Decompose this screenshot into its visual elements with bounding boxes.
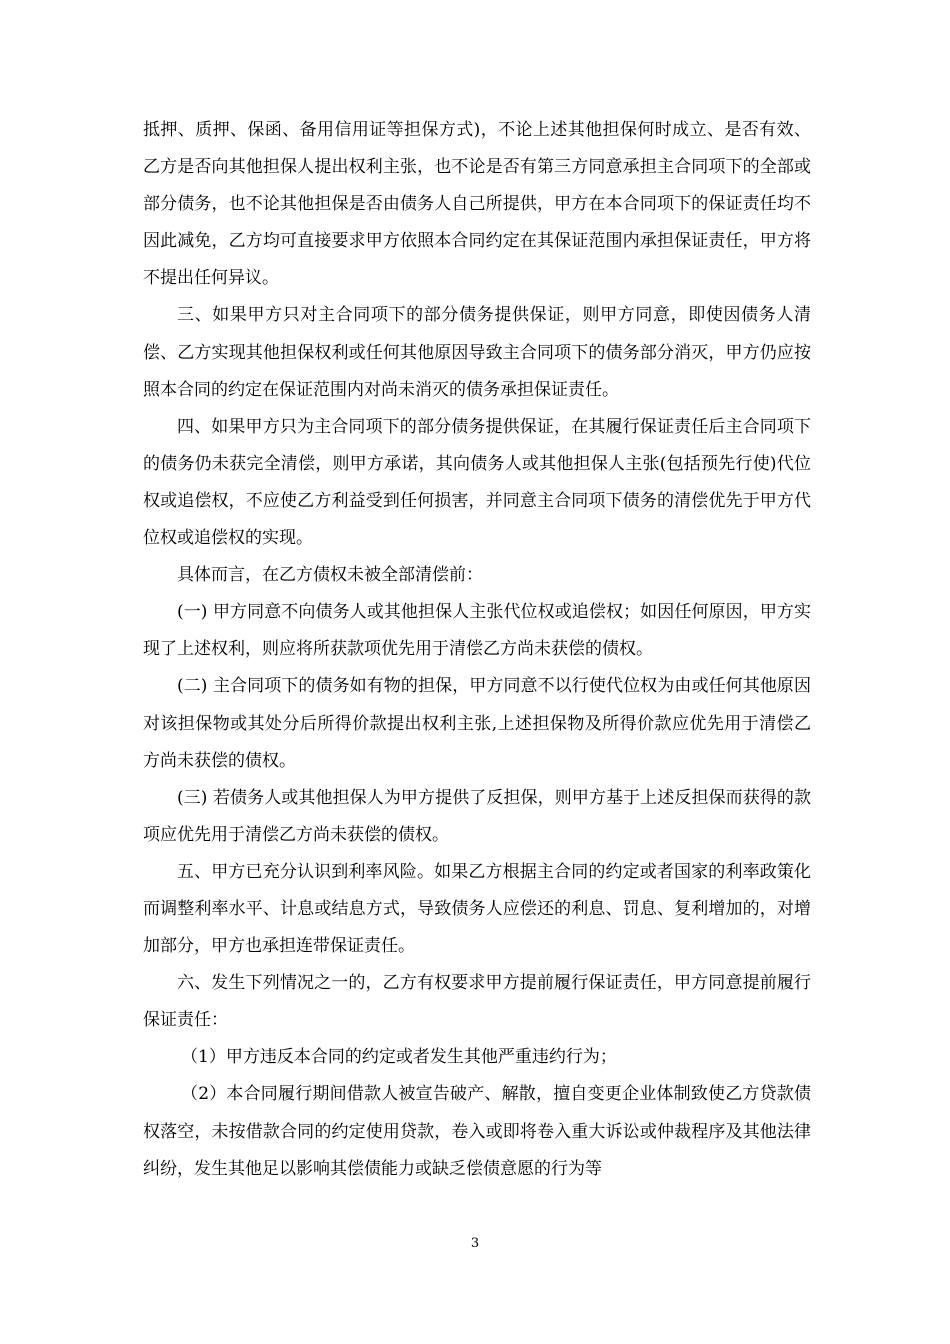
paragraph-sub-2: （2）本合同履行期间借款人被宣告破产、解散，擅自变更企业体制致使乙方贷款债权落空，未按借款合同的约定使用贷款，卷入或即将卷入重大诉讼或仲裁程序及其他法律纠纷，发生其他足以影响其偿债能力或缺乏偿债意愿的行为等 (143, 1084, 811, 1179)
paragraph-sub-1: （1）甲方违反本合同的约定或者发生其他严重违约行为； (181, 1047, 617, 1068)
paragraph-item-1: (一) 甲方同意不向债务人或其他担保人主张代位权或追偿权；如因任何原因，甲方实现了上述权利，则应将所获款项优先用于清偿乙方尚未获偿的债权。 (143, 602, 811, 660)
paragraph-clause-4: 四、如果甲方只为主合同项下的部分债务提供保证，在其履行保证责任后主合同项下的债务仍未获完全清偿，则甲方承诺，其向债务人或其他担保人主张(包括预先行使)代位权或追偿权，不应使乙方利益受到任何损害，并同意主合同项下债务的清偿优先于甲方代位权或追偿权的实现。 (143, 416, 811, 549)
paragraph-item-3: (三) 若债务人或其他担保人为甲方提供了反担保，则甲方基于上述反担保而获得的款项应优先用于清偿乙方尚未获偿的债权。 (143, 787, 811, 845)
paragraph-continued: 抵押、质押、保函、备用信用证等担保方式)，不论上述其他担保何时成立、是否有效、乙方是否向其他担保人提出权利主张，也不论是否有第三方同意承担主合同项下的全部或部分债务，也不论其他担保是否由债务人自己所提供，甲方在本合同项下的保证责任均不因此减免，乙方均可直接要求甲方依照本合同约定在其保证范围内承担保证责任，甲方将不提出任何异议。 (143, 120, 811, 289)
contract-body (143, 112, 811, 1188)
paragraph-item-2: (二) 主合同项下的债务如有物的担保，甲方同意不以行使代位权为由或任何其他原因对该担保物或其处分后所得价款提出权利主张,上述担保物及所得价款应优先用于清偿乙方尚未获偿的债权。 (143, 676, 811, 771)
paragraph-clause-6: 六、发生下列情况之一的，乙方有权要求甲方提前履行保证责任，甲方同意提前履行保证责任： (143, 973, 811, 1031)
paragraph-clause-3: 三、如果甲方只对主合同项下的部分债务提供保证，则甲方同意，即使因债务人清偿、乙方实现其他担保权利或任何其他原因导致主合同项下的债务部分消灭，甲方仍应按照本合同的约定在保证范围内对尚未消灭的债务承担保证责任。 (143, 305, 811, 400)
page-number: 3 (470, 1236, 480, 1251)
paragraph-specifics-intro: 具体而言，在乙方债权未被全部清偿前： (177, 565, 483, 586)
paragraph-clause-5: 五、甲方已充分认识到利率风险。如果乙方根据主合同的约定或者国家的利率政策化而调整利率水平、计息或结息方式，导致债务人应偿还的利息、罚息、复利增加的，对增加部分，甲方也承担连带保证责任。 (143, 861, 811, 957)
